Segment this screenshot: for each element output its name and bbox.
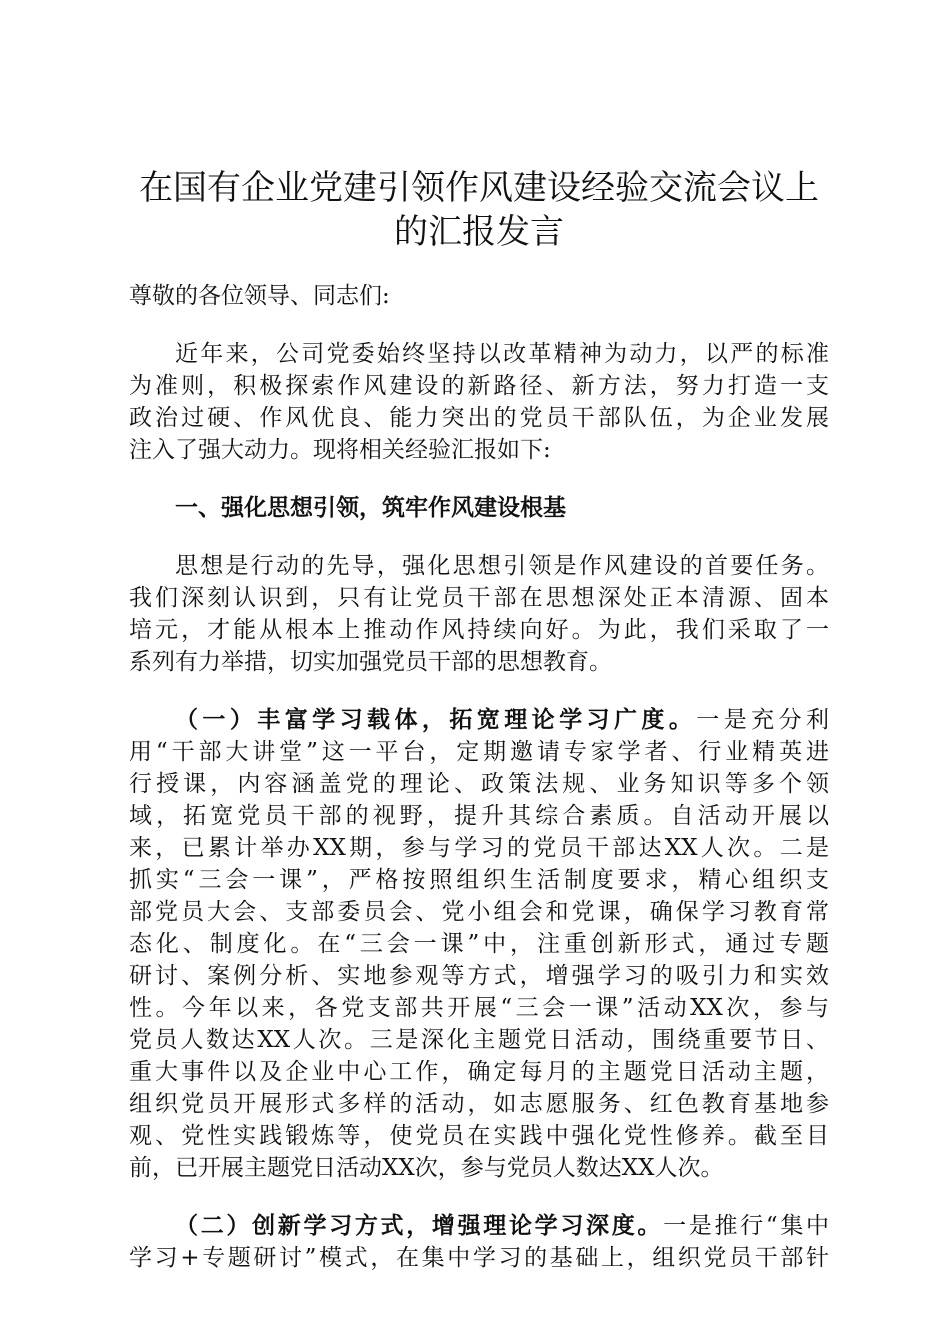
- paragraph-line: 态化、制度化。在“三会一课”中，注重创新形式，通过专题: [129, 931, 829, 957]
- salutation: 尊敬的各位领导、同志们:: [129, 283, 390, 309]
- paragraph-line: 性。今年以来，各党支部共开展“三会一课”活动XX次，参与: [129, 995, 829, 1021]
- paragraph-line: 组织党员开展形式多样的活动，如志愿服务、红色教育基地参: [129, 1091, 829, 1117]
- paragraph-line: 培元，才能从根本上推动作风持续向好。为此，我们采取了一: [129, 617, 829, 643]
- paragraph-line: 我们深刻认识到，只有让党员干部在思想深处正本清源、固本: [129, 585, 829, 611]
- paragraph-line: [129, 1210, 829, 1242]
- paragraph-line: 行授课，内容涵盖党的理论、政策法规、业务知识等多个领: [129, 771, 829, 797]
- paragraph-line: 来，已累计举办XX期，参与学习的党员干部达XX人次。二是: [129, 835, 829, 861]
- paragraph-line: 党员人数达XX人次。三是深化主题党日活动，围绕重要节日、: [129, 1027, 829, 1053]
- title-line-2: 的汇报发言: [394, 212, 564, 252]
- paragraph-line: 政治过硬、作风优良、能力突出的党员干部队伍，为企业发展: [129, 405, 829, 431]
- subsection2-paragraph: [129, 1210, 829, 1274]
- paragraph-text: 一是充分利: [696, 707, 830, 733]
- document-title: [129, 166, 829, 254]
- document-page: [129, 166, 829, 1274]
- paragraph-line: 抓实“三会一课”，严格按照组织生活制度要求，精心组织支: [129, 867, 829, 893]
- paragraph-line: 前，已开展主题党日活动XX次，参与党员人数达XX人次。: [129, 1155, 724, 1181]
- paragraph-line: 部党员大会、支部委员会、党小组会和党课，确保学习教育常: [129, 899, 829, 925]
- section1-paragraph: [129, 550, 829, 678]
- paragraph-line: 研讨、案例分析、实地参观等方式，增强学习的吸引力和实效: [129, 963, 829, 989]
- paragraph-line: 观、党性实践锻炼等，使党员在实践中强化党性修养。截至目: [129, 1123, 829, 1149]
- paragraph-text: 一是推行“集中: [663, 1213, 830, 1239]
- paragraph-line: 域，拓宽党员干部的视野，提升其综合素质。自活动开展以: [129, 803, 829, 829]
- paragraph-line: 为准则，积极探索作风建设的新路径、新方法，努力打造一支: [129, 373, 829, 399]
- title-line-1: 在国有企业党建引领作风建设经验交流会议上: [139, 168, 819, 208]
- paragraph-line: 学习+专题研讨”模式，在集中学习的基础上，组织党员干部针: [129, 1245, 829, 1271]
- subsection-heading: （一）丰富学习载体，拓宽理论学习广度。: [175, 706, 697, 733]
- subsection-heading: （二）创新学习方式，增强理论学习深度。: [175, 1212, 664, 1239]
- paragraph-line: 用“干部大讲堂”这一平台，定期邀请专家学者、行业精英进: [129, 739, 829, 765]
- section-heading: 一、强化思想引领，筑牢作风建设根基: [175, 494, 566, 521]
- paragraph-line: 近年来，公司党委始终坚持以改革精神为动力，以严的标准: [175, 341, 829, 367]
- paragraph-line: 注入了强大动力。现将相关经验汇报如下:: [129, 437, 551, 463]
- intro-paragraph: [129, 338, 829, 466]
- paragraph-line: 思想是行动的先导，强化思想引领是作风建设的首要任务。: [175, 553, 829, 579]
- paragraph-line: [129, 704, 829, 736]
- subsection1-paragraph: [129, 704, 829, 1184]
- paragraph-line: 系列有力举措，切实加强党员干部的思想教育。: [129, 649, 612, 675]
- paragraph-line: 重大事件以及企业中心工作，确定每月的主题党日活动主题，: [129, 1059, 829, 1085]
